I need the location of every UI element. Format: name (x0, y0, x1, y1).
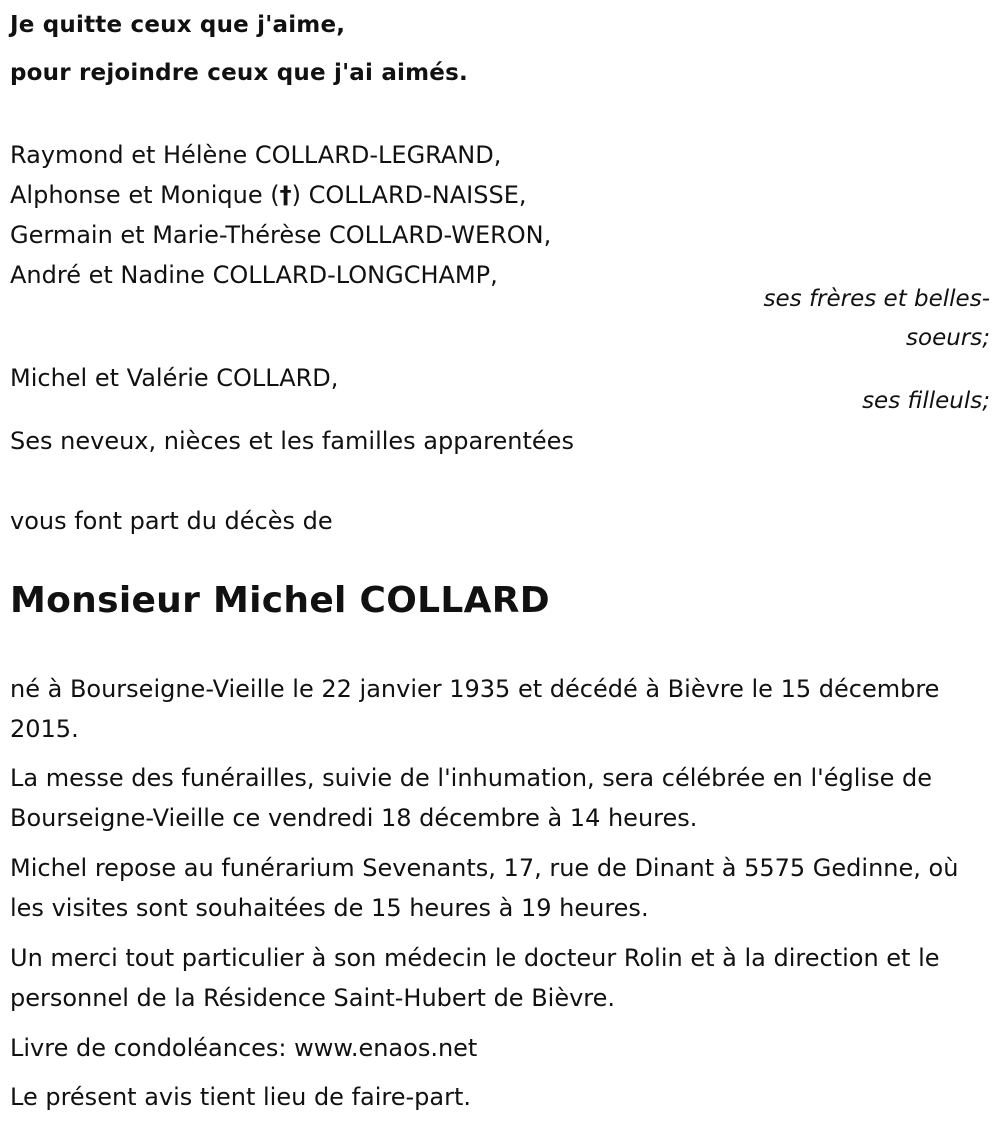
announce-text: vous font part du décès de (10, 507, 333, 535)
siblings-role: ses frères et belles-soeurs; (763, 286, 990, 351)
birth-death-paragraph: né à Bourseigne-Vieille le 22 janvier 1935 et décédé à Bièvre le 15 décembre 2015. (10, 675, 940, 743)
thanks-paragraph: Un merci tout particulier à son médecin le docteur Rolin et à la direction et le personnel de la Résidence Saint-Hubert de Bièvre. (10, 944, 940, 1012)
obituary-notice (10, 0, 990, 1132)
godchildren: Michel et Valérie COLLARD, (10, 364, 339, 392)
cross-icon: † (279, 181, 292, 209)
sibling-1: Raymond et Hélène COLLARD-LEGRAND, (10, 141, 502, 169)
sibling-2 (10, 175, 527, 215)
sibling-3: Germain et Marie-Thérèse COLLARD-WERON, (10, 221, 552, 249)
notice-line: Le présent avis tient lieu de faire-part. (10, 1083, 472, 1111)
godchildren-role: ses filleuls; (862, 388, 990, 414)
sibling-2-surname: ) COLLARD-NAISSE, (291, 181, 527, 209)
visits-paragraph: Michel repose au funérarium Sevenants, 17, rue de Dinant à 5575 Gedinne, où les visites sont souhaitées de 15 heures à 19 heures. (10, 854, 959, 922)
funeral-paragraph: La messe des funérailles, suivie de l'inhumation, sera célébrée en l'église de Bourseigne-Vieille ce vendredi 18 décembre à 14 heures. (10, 764, 932, 832)
relatives: Ses neveux, nièces et les familles apparentées (10, 427, 574, 455)
condolences-line: Livre de condoléances: www.enaos.net (10, 1034, 478, 1062)
sibling-2-names: Alphonse et Monique ( (10, 181, 280, 209)
deceased-name: Monsieur Michel COLLARD (10, 580, 550, 621)
motto-line-1: Je quitte ceux que j'aime, (10, 12, 346, 38)
sibling-4: André et Nadine COLLARD-LONGCHAMP, (10, 261, 498, 289)
motto-line-2: pour rejoindre ceux que j'ai aimés. (10, 60, 468, 86)
